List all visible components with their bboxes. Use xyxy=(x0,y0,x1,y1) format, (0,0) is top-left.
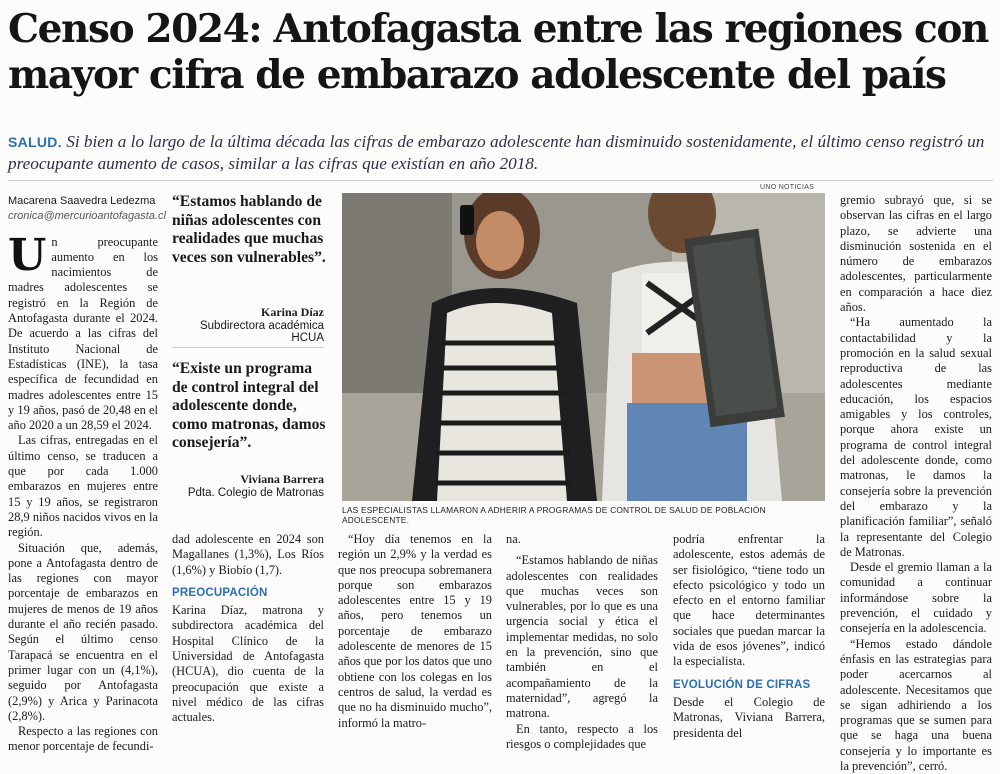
paragraph: “Hemos estado dándole énfasis en las estrategias para poder acercarnos al adolescente. Necesitamos que se sigan adhiriendo a los programas que se sumen para que se haga una buena consejería y lo importante es la prevención”, cerró. xyxy=(840,636,992,773)
lead-text: Si bien a lo largo de la última década las cifras de embarazo adolescente han disminuido sostenidamente, el último censo registró un preocupante aumento de casos, similar a las cifras que existían en año 2018. xyxy=(8,132,985,173)
quote-attribution xyxy=(172,305,324,344)
photo-caption: LAS ESPECIALISTAS LLAMARON A ADHERIR A PROGRAMAS DE CONTROL DE SALUD DE POBLACIÓN ADOLESCENTE. xyxy=(342,505,766,525)
divider xyxy=(8,180,993,181)
paragraph: podría enfrentar la adolescente, estos además de ser fisiológico, “tiene todo un efecto psicológico y todo un efecto en el entorno familiar que hace determinantes sociales que puedan marcar la vida de esos jóvenes”, indicó la especialista. xyxy=(673,532,825,669)
column-5 xyxy=(673,532,825,741)
author-email[interactable]: cronica@mercurioantofagasta.cl xyxy=(8,210,166,223)
article-photo xyxy=(342,193,825,501)
paragraph: En tanto, respecto a los riesgos o complejidades que xyxy=(506,721,658,751)
quote-role: Subdirectora académica HCUA xyxy=(199,320,324,344)
column-2 xyxy=(172,532,324,726)
paragraph: Las cifras, entregadas en el último censo, se traducen a que por cada 1.000 embarazos en mujeres entre 15 y 19 años, se registraron 28,9 niños nacidos vivos en la región. xyxy=(8,433,158,540)
section-kicker: SALUD. xyxy=(8,134,62,150)
pull-quote: “Estamos hablando de niñas adolescentes con realidades que muchas veces son vulnerables”. xyxy=(172,193,326,266)
paragraph: n preocupante aumento en los nacimientos de madres adolescentes se registró en la Región de Antofagasta durante el 2024. De acuerdo a las cifras del Instituto Nacional de Estadísticas (INE), la tasa específica de fecundidad en madres adolescentes entre 15 y 19 años, pasó de 20,48 en el año 2020 a un 28,59 el 2024. xyxy=(8,234,158,433)
paragraph: Situación que, además, pone a Antofagasta dentro de las regiones con mayor porcentaje de embarazos en mujeres de menos de 19 años durante el año recién pasado. Según el último censo Tarapacá se encuentra en el primer lugar con un (4,1%), seguido por Antofagasta (2,9%) y Arica y Parinacota (2,8%). xyxy=(8,540,158,723)
paragraph: dad adolescente en 2024 son Magallanes (1,3%), Los Ríos (1,6%) y Biobío (1,7). xyxy=(172,532,324,577)
divider xyxy=(172,347,324,348)
paragraph: Desde el gremio llaman a la comunidad a continuar informándose sobre la prevención, el cuidado y consejería en la adolescencia. xyxy=(840,560,992,636)
paragraph: Karina Díaz, matrona y subdirectora académica del Hospital Clínico de la Universidad de Antofagasta (HCUA), dio cuenta de la preocupación que existe a nivel médico de las cifras actuales. xyxy=(172,603,324,725)
column-6 xyxy=(840,193,992,774)
column-1 xyxy=(8,194,166,755)
paragraph: “Estamos hablando de niñas adolescentes con realidades que muchas veces son vulnerables, por lo que es una urgencia social y ética el implementar medidas, no solo en la prevención, sino que también en el acompañamiento de la maternidad”, agregó la matrona. xyxy=(506,553,658,721)
quote-name: Karina Díaz xyxy=(261,305,324,319)
paragraph: “Hoy día tenemos en la región un 2,9% y la verdad es que nos preocupa sobremanera porque son embarazos adolescentes entre 15 y 19 años, pero tenemos un porcentaje de embarazo adolescente de menores de 15 años que por los datos que uno obtiene con los colegas en los centros de salud, la verdad es que no ha disminuido mucho”, informó la matro- xyxy=(338,532,492,730)
quote-attribution xyxy=(172,472,324,499)
paragraph: gremio subrayó que, si se observan las cifras en el largo plazo, se advierte una disminución sostenida en el número de embarazos adolescentes, particularmente en comparación a hace diez años. xyxy=(840,193,992,315)
pull-quote: “Existe un programa de control integral del adolescente donde, como matronas, damos consejería”. xyxy=(172,360,326,451)
column-4 xyxy=(506,532,658,752)
byline xyxy=(8,194,166,225)
paragraph: na. xyxy=(506,532,521,546)
quote-role: Pdta. Colegio de Matronas xyxy=(187,487,324,499)
paragraph: Desde el Colegio de Matronas, Viviana Barrera, presidenta del xyxy=(673,694,825,740)
lead-paragraph xyxy=(8,131,993,175)
subhead: EVOLUCIÓN DE CIFRAS xyxy=(673,678,811,691)
paragraph: “Ha aumentado la contactabilidad y la promoción en la salud sexual reproductiva de las adolescentes mediante educación, los espacios amigables y los controles, porque ahora existe un programa de control integral del adolescente donde, como matronas, le damos la consejería sobre la prevención del embarazo y la planificación familiar”, señaló la representante del Colegio de Matronas. xyxy=(840,315,992,559)
author-name: Macarena Saavedra Ledezma xyxy=(8,195,156,207)
quote-name: Viviana Barrera xyxy=(240,472,324,486)
photo-credit: UNO NOTICIAS xyxy=(760,184,815,191)
paragraph: Respecto a las regiones con menor porcentaje de fecundi- xyxy=(8,724,158,754)
column-3 xyxy=(338,532,492,731)
headline: Censo 2024: Antofagasta entre las regiones con mayor cifra de embarazo adolescente del país xyxy=(8,6,988,98)
subhead: PREOCUPACIÓN xyxy=(172,586,268,599)
photo-illustration xyxy=(342,193,825,501)
dropcap: U xyxy=(8,229,47,281)
